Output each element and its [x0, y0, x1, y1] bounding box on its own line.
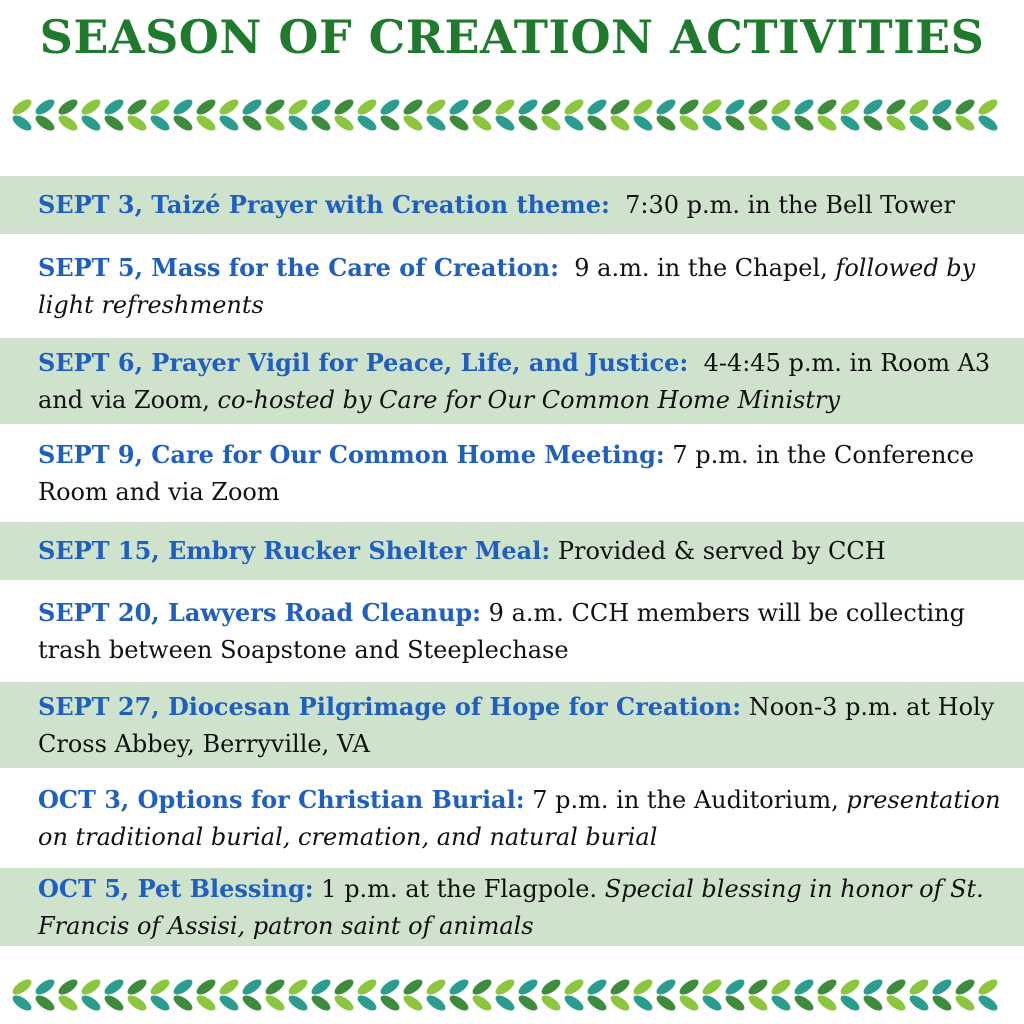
- leaf-icon: [746, 993, 770, 1014]
- leaf-icon: [677, 977, 701, 998]
- leaf-icon: [286, 993, 310, 1014]
- leaf-icon: [102, 97, 126, 118]
- leaf-icon: [493, 97, 517, 118]
- event-row: [0, 176, 1024, 234]
- leaf-icon: [171, 977, 195, 998]
- leaf-icon: [79, 113, 103, 134]
- leaf-icon: [378, 977, 402, 998]
- leaf-icon: [470, 993, 494, 1014]
- leaf-icon: [976, 977, 1000, 998]
- leaf-icon: [56, 977, 80, 998]
- leaf-icon: [516, 97, 540, 118]
- event-row: [0, 424, 1024, 522]
- leaf-icon: [10, 993, 34, 1014]
- event-details: 9 a.m. in the Chapel,: [574, 253, 828, 282]
- event-note: co-hosted by Care for Our Common Home Ministry: [217, 385, 840, 414]
- event-row: [0, 522, 1024, 580]
- leaf-icon: [378, 113, 402, 134]
- leaf-icon: [769, 977, 793, 998]
- leaf-icon: [424, 113, 448, 134]
- leaf-icon: [953, 977, 977, 998]
- page-title: SEASON OF CREATION ACTIVITIES: [39, 10, 985, 64]
- leaf-icon: [861, 993, 885, 1014]
- leaf-icon: [194, 97, 218, 118]
- leaf-icon: [355, 977, 379, 998]
- event-heading: SEPT 9, Care for Our Common Home Meeting:: [38, 439, 665, 469]
- leaf-icon: [401, 97, 425, 118]
- leaf-icon: [424, 993, 448, 1014]
- leaf-icon: [631, 113, 655, 134]
- event-heading: SEPT 27, Diocesan Pilgrimage of Hope for Creation:: [38, 691, 742, 721]
- leaf-icon: [930, 977, 954, 998]
- leaf-icon: [424, 977, 448, 998]
- leaf-icon: [769, 113, 793, 134]
- leaf-icon: [355, 993, 379, 1014]
- event-details: 9 a.m. CCH members will be collecting trash between Soapstone and Steeplechase: [38, 598, 965, 664]
- leaf-icon: [608, 977, 632, 998]
- leaf-icon: [723, 977, 747, 998]
- leaf-icon: [907, 993, 931, 1014]
- leaf-icon: [516, 977, 540, 998]
- event-description: [38, 436, 1004, 511]
- leaf-icon: [102, 993, 126, 1014]
- leaf-icon: [792, 97, 816, 118]
- event-heading: SEPT 5, Mass for the Care of Creation:: [38, 252, 559, 282]
- event-heading: SEPT 20, Lawyers Road Cleanup:: [38, 597, 482, 627]
- leaf-icon: [125, 993, 149, 1014]
- leaf-icon: [217, 977, 241, 998]
- event-description: [38, 870, 1004, 945]
- leaf-icon: [493, 993, 517, 1014]
- event-description: [38, 249, 1004, 324]
- leaf-icon: [171, 113, 195, 134]
- leaf-icon: [608, 993, 632, 1014]
- leaf-icon: [33, 97, 57, 118]
- event-description: [38, 781, 1004, 856]
- leaf-icon: [769, 97, 793, 118]
- leaf-icon: [884, 977, 908, 998]
- event-description: [38, 186, 1004, 224]
- leaf-icon: [723, 113, 747, 134]
- leaf-icon: [332, 993, 356, 1014]
- event-description: [38, 532, 1004, 570]
- leaf-icon: [240, 993, 264, 1014]
- leaf-icon: [792, 977, 816, 998]
- event-row: [0, 682, 1024, 768]
- leaf-icon: [792, 113, 816, 134]
- leaf-icon: [700, 977, 724, 998]
- leaf-icon: [976, 993, 1000, 1014]
- leaf-icon: [355, 113, 379, 134]
- leaf-icon: [562, 113, 586, 134]
- leaf-icon: [355, 97, 379, 118]
- leaf-icon: [33, 977, 57, 998]
- leaf-icon: [608, 113, 632, 134]
- event-row: [0, 338, 1024, 424]
- leaf-icon: [148, 113, 172, 134]
- leaf-icon: [309, 113, 333, 134]
- leaf-icon: [654, 97, 678, 118]
- leaf-icon: [700, 113, 724, 134]
- leaf-icon: [815, 977, 839, 998]
- leaf-icon: [332, 977, 356, 998]
- leaf-icon: [953, 97, 977, 118]
- event-description: [38, 594, 1004, 669]
- event-note: presentation on traditional burial, cremation, and natural burial: [38, 785, 1001, 851]
- leaf-icon: [240, 97, 264, 118]
- leaf-icon: [677, 113, 701, 134]
- leaf-icon: [585, 113, 609, 134]
- leaf-icon: [792, 993, 816, 1014]
- leaf-icon: [746, 97, 770, 118]
- leaf-icon: [102, 977, 126, 998]
- event-row: [0, 768, 1024, 868]
- leaf-icon: [263, 113, 287, 134]
- leaf-icon: [723, 993, 747, 1014]
- leaf-icon: [838, 977, 862, 998]
- event-details: 7:30 p.m. in the Bell Tower: [625, 191, 955, 219]
- event-row: [0, 580, 1024, 682]
- leaf-icon: [194, 993, 218, 1014]
- leaf-icon: [562, 977, 586, 998]
- leaf-icon: [907, 113, 931, 134]
- leaf-icon: [907, 977, 931, 998]
- event-heading: SEPT 6, Prayer Vigil for Peace, Life, and Justice:: [38, 347, 689, 377]
- leaf-icon: [539, 993, 563, 1014]
- leaf-icon: [723, 97, 747, 118]
- leaf-icon: [838, 113, 862, 134]
- leaf-icon: [240, 977, 264, 998]
- leaf-icon: [838, 97, 862, 118]
- leaf-icon: [930, 97, 954, 118]
- leaf-icon: [125, 977, 149, 998]
- event-details: 7 p.m. in the Conference Room and via Zoom: [38, 440, 975, 506]
- leaf-icon: [79, 977, 103, 998]
- leaf-icon: [677, 993, 701, 1014]
- leaf-icon: [746, 977, 770, 998]
- leaf-icon: [263, 97, 287, 118]
- leaf-icon: [171, 993, 195, 1014]
- leaf-icon: [309, 97, 333, 118]
- event-note: Special blessing in honor of St. Francis of Assisi, patron saint of animals: [38, 874, 984, 940]
- event-row: [0, 868, 1024, 946]
- leaf-icon: [194, 977, 218, 998]
- leaf-icon: [976, 113, 1000, 134]
- leaf-icon: [976, 97, 1000, 118]
- leaf-icon: [286, 97, 310, 118]
- leaf-icon: [884, 993, 908, 1014]
- leaf-icon: [10, 97, 34, 118]
- leaf-icon: [263, 977, 287, 998]
- leaf-icon: [470, 977, 494, 998]
- leaf-vine-icon: [0, 90, 1024, 140]
- leaf-icon: [263, 993, 287, 1014]
- leaf-icon: [10, 977, 34, 998]
- leaf-icon: [769, 993, 793, 1014]
- leaf-icon: [56, 97, 80, 118]
- event-heading: OCT 5, Pet Blessing:: [38, 873, 314, 903]
- leaf-icon: [884, 113, 908, 134]
- leaf-icon: [378, 97, 402, 118]
- leaf-icon: [79, 993, 103, 1014]
- leaf-icon: [861, 113, 885, 134]
- leaf-icon: [815, 113, 839, 134]
- event-details: Noon-3 p.m. at Holy Cross Abbey, Berryville, VA: [38, 692, 995, 758]
- leaf-icon: [493, 113, 517, 134]
- leaf-icon: [401, 113, 425, 134]
- leaf-icon: [286, 977, 310, 998]
- leaf-icon: [401, 993, 425, 1014]
- leaf-icon: [102, 113, 126, 134]
- leaf-icon: [585, 97, 609, 118]
- leaf-icon: [562, 97, 586, 118]
- leaf-icon: [539, 97, 563, 118]
- leaf-icon: [631, 977, 655, 998]
- leaf-icon: [401, 977, 425, 998]
- event-details: 4-4:45 p.m. in Room A3 and via Zoom,: [38, 348, 991, 414]
- leaf-icon: [194, 113, 218, 134]
- leaf-icon: [470, 97, 494, 118]
- event-note: followed by light refreshments: [38, 253, 976, 319]
- leaf-icon: [608, 97, 632, 118]
- leaf-icon: [148, 97, 172, 118]
- leaf-icon: [654, 993, 678, 1014]
- leaf-icon: [516, 113, 540, 134]
- leaf-icon: [930, 113, 954, 134]
- leaf-icon: [470, 113, 494, 134]
- event-heading: OCT 3, Options for Christian Burial:: [38, 784, 525, 814]
- leaf-icon: [700, 97, 724, 118]
- event-heading: SEPT 3, Taizé Prayer with Creation theme:: [38, 190, 610, 219]
- leaf-icon: [585, 977, 609, 998]
- leaf-icon: [148, 993, 172, 1014]
- leaf-icon: [56, 113, 80, 134]
- leaf-icon: [447, 993, 471, 1014]
- leaf-icon: [309, 977, 333, 998]
- leaf-icon: [332, 113, 356, 134]
- event-details: Provided & served by CCH: [557, 537, 886, 565]
- leaf-icon: [953, 113, 977, 134]
- leaf-icon: [884, 97, 908, 118]
- leaf-icon: [562, 993, 586, 1014]
- leaf-icon: [631, 97, 655, 118]
- leaf-icon: [79, 97, 103, 118]
- leaf-icon: [217, 113, 241, 134]
- leaf-icon: [953, 993, 977, 1014]
- event-description: [38, 344, 1004, 419]
- leaf-icon: [217, 97, 241, 118]
- leaf-icon: [217, 993, 241, 1014]
- event-heading: SEPT 15, Embry Rucker Shelter Meal:: [38, 536, 551, 565]
- leaf-icon: [838, 993, 862, 1014]
- leaf-icon: [10, 113, 34, 134]
- leaf-icon: [516, 993, 540, 1014]
- leaf-icon: [240, 113, 264, 134]
- leaf-icon: [815, 97, 839, 118]
- leaf-icon: [746, 113, 770, 134]
- leaf-icon: [447, 113, 471, 134]
- leaf-icon: [125, 113, 149, 134]
- leaf-icon: [309, 993, 333, 1014]
- leaf-icon: [286, 113, 310, 134]
- leaf-icon: [56, 993, 80, 1014]
- leaf-icon: [930, 993, 954, 1014]
- leaf-icon: [677, 97, 701, 118]
- event-details: 7 p.m. in the Auditorium,: [532, 785, 839, 814]
- event-description: [38, 688, 1004, 763]
- leaf-icon: [861, 977, 885, 998]
- leaf-icon: [861, 97, 885, 118]
- leaf-icon: [424, 97, 448, 118]
- leaf-icon: [700, 993, 724, 1014]
- leaf-icon: [33, 113, 57, 134]
- leaf-icon: [585, 993, 609, 1014]
- leaf-icon: [815, 993, 839, 1014]
- leaf-vine-icon: [0, 970, 1024, 1020]
- leaf-icon: [125, 97, 149, 118]
- leaf-icon: [33, 993, 57, 1014]
- leaf-icon: [654, 113, 678, 134]
- leaf-icon: [378, 993, 402, 1014]
- event-details: 1 p.m. at the Flagpole.: [321, 874, 598, 903]
- leaf-icon: [539, 977, 563, 998]
- leaf-icon: [447, 97, 471, 118]
- leaf-icon: [171, 97, 195, 118]
- event-row: [0, 234, 1024, 338]
- leaf-icon: [539, 113, 563, 134]
- leaf-icon: [907, 97, 931, 118]
- leaf-icon: [493, 977, 517, 998]
- leaf-icon: [654, 977, 678, 998]
- leaf-icon: [631, 993, 655, 1014]
- leaf-icon: [332, 97, 356, 118]
- leaf-icon: [148, 977, 172, 998]
- leaf-icon: [447, 977, 471, 998]
